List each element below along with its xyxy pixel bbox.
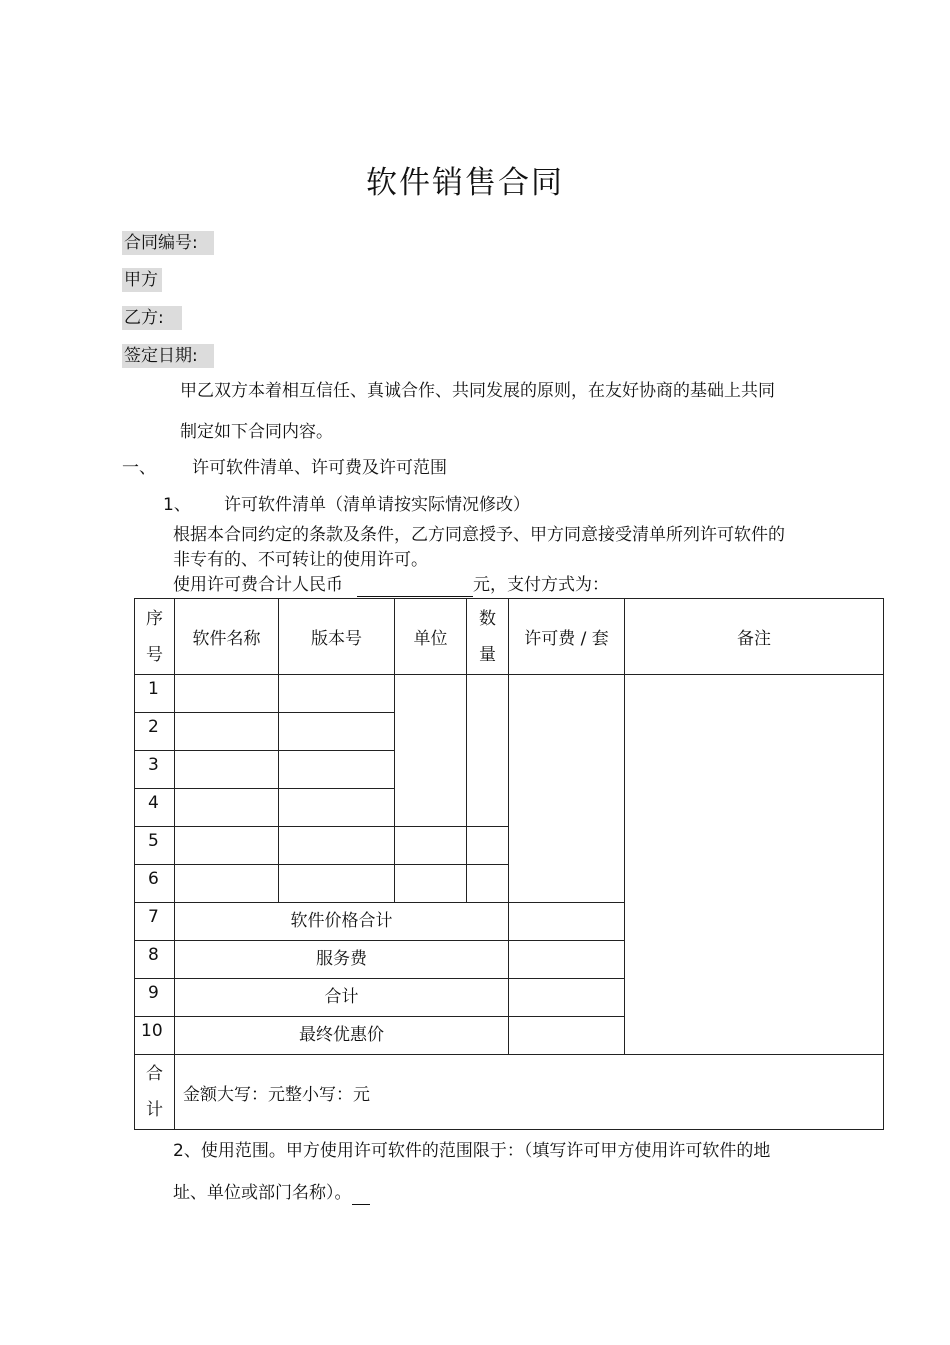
contract-number-field: 合同编号: bbox=[122, 231, 214, 255]
row-number: 7 bbox=[135, 903, 175, 941]
sign-date-field: 签定日期: bbox=[122, 344, 214, 368]
header-version: 版本号 bbox=[279, 599, 395, 675]
software-name-cell bbox=[175, 789, 279, 827]
subsection-1-title: 许可软件清单（清单请按实际情况修改） bbox=[224, 495, 530, 515]
header-quantity: 数 量 bbox=[467, 599, 509, 675]
remark-cell bbox=[625, 675, 884, 1055]
row-number: 2 bbox=[135, 713, 175, 751]
row-number: 1 bbox=[135, 675, 175, 713]
service-fee-value bbox=[509, 941, 625, 979]
row-number: 8 bbox=[135, 941, 175, 979]
header-software-name: 软件名称 bbox=[175, 599, 279, 675]
row-number: 9 bbox=[135, 979, 175, 1017]
row-number: 6 bbox=[135, 865, 175, 903]
version-cell bbox=[279, 675, 395, 713]
software-name-cell bbox=[175, 713, 279, 751]
version-cell bbox=[279, 713, 395, 751]
fee-cell bbox=[509, 675, 625, 903]
license-fee-blank bbox=[357, 574, 473, 597]
quantity-cell bbox=[467, 675, 509, 827]
version-cell bbox=[279, 789, 395, 827]
subsection-1-para-1: 根据本合同约定的条款及条件，乙方同意授予、甲方同意接受清单所列许可软件的 bbox=[173, 525, 785, 545]
quantity-cell bbox=[467, 865, 509, 903]
software-name-cell bbox=[175, 827, 279, 865]
license-fee-line bbox=[173, 574, 609, 597]
subsection-1-para-2: 非专有的、不可转让的使用许可。 bbox=[173, 550, 428, 570]
total-label: 合 计 bbox=[135, 1055, 175, 1130]
software-total-label: 软件价格合计 bbox=[175, 903, 509, 941]
unit-cell bbox=[395, 675, 467, 827]
final-price-value bbox=[509, 1017, 625, 1055]
header-unit: 单位 bbox=[395, 599, 467, 675]
software-name-cell bbox=[175, 865, 279, 903]
table-total-row bbox=[135, 1055, 884, 1130]
version-cell bbox=[279, 865, 395, 903]
party-a-field: 甲方 bbox=[122, 268, 162, 292]
subtotal-value bbox=[509, 979, 625, 1017]
software-name-cell bbox=[175, 675, 279, 713]
section-1-number: 一、 bbox=[122, 458, 156, 478]
software-name-cell bbox=[175, 751, 279, 789]
row-number: 4 bbox=[135, 789, 175, 827]
subsection-2-line-2: 址、单位或部门名称）。 bbox=[173, 1182, 370, 1205]
header-remark: 备注 bbox=[625, 599, 884, 675]
table-row bbox=[135, 675, 884, 713]
license-table bbox=[134, 598, 884, 1130]
subsection-1-number: 1、 bbox=[163, 495, 191, 515]
header-seq: 序 号 bbox=[135, 599, 175, 675]
header-fee: 许可费 / 套 bbox=[509, 599, 625, 675]
service-fee-label: 服务费 bbox=[175, 941, 509, 979]
unit-cell bbox=[395, 865, 467, 903]
subtotal-label: 合计 bbox=[175, 979, 509, 1017]
version-cell bbox=[279, 827, 395, 865]
row-number: 10 bbox=[135, 1017, 175, 1055]
table-header-row bbox=[135, 599, 884, 675]
license-fee-suffix: 元，支付方式为： bbox=[473, 575, 609, 595]
quantity-cell bbox=[467, 827, 509, 865]
section-1-title: 许可软件清单、许可费及许可范围 bbox=[192, 458, 447, 478]
page-title: 软件销售合同 bbox=[366, 165, 564, 201]
intro-line-1: 甲乙双方本着相互信任、真诚合作、共同发展的原则，在友好协商的基础上共同 bbox=[180, 381, 775, 401]
unit-cell bbox=[395, 827, 467, 865]
software-total-value bbox=[509, 903, 625, 941]
license-fee-prefix: 使用许可费合计人民币 bbox=[173, 575, 343, 595]
subsection-2-line-1: 2、使用范围。甲方使用许可软件的范围限于：（填写许可甲方使用许可软件的地 bbox=[173, 1141, 771, 1161]
version-cell bbox=[279, 751, 395, 789]
party-b-field: 乙方: bbox=[122, 306, 182, 330]
row-number: 3 bbox=[135, 751, 175, 789]
row-number: 5 bbox=[135, 827, 175, 865]
total-amount-text: 金额大写：元整小写：元 bbox=[175, 1055, 884, 1130]
final-price-label: 最终优惠价 bbox=[175, 1017, 509, 1055]
intro-line-2: 制定如下合同内容。 bbox=[180, 422, 333, 442]
scope-blank bbox=[352, 1182, 370, 1205]
